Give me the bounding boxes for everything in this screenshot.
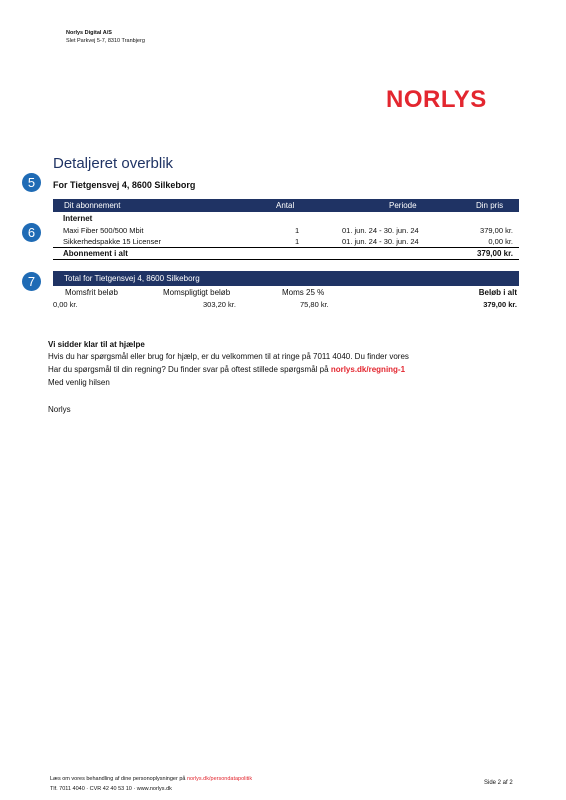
closing: Med venlig hilsen <box>48 378 110 387</box>
sender-address: Slet Parkvej 5-7, 8310 Tranbjerg <box>66 38 145 44</box>
row-qty: 1 <box>295 237 300 246</box>
col-total: Beløb i alt <box>478 288 517 297</box>
address-subtitle: For Tietgensvej 4, 8600 Silkeborg <box>53 180 196 190</box>
divider <box>53 247 519 248</box>
step-marker-6: 6 <box>22 223 41 242</box>
footer-contact: Tlf. 7011 4040 · CVR 42 40 53 10 · www.norlys.dk <box>50 786 172 792</box>
subscription-total-value: 379,00 kr. <box>476 249 513 258</box>
footer-privacy-text: Læs om vores behandling af dine personoplysninger på <box>50 776 186 782</box>
divider <box>53 259 519 260</box>
row-qty: 1 <box>295 226 300 235</box>
help-title: Vi sidder klar til at hjælpe <box>48 340 145 349</box>
col-header-subscription: Dit abonnement <box>64 201 121 210</box>
signature: Norlys <box>48 405 71 414</box>
value-vat: 75,80 kr. <box>300 300 329 309</box>
col-vat-taxable: Momspligtigt beløb <box>163 288 231 297</box>
total-table-header <box>53 271 519 286</box>
total-table-title: Total for Tietgensvej 4, 8600 Silkeborg <box>64 274 200 283</box>
value-vat-free: 0,00 kr. <box>53 300 78 309</box>
help-line-1: Hvis du har spørgsmål eller brug for hjælp, er du velkommen til at ringe på 7011 4040. Du finder vores <box>48 352 409 361</box>
norlys-logo: NORLYS <box>386 86 487 113</box>
step-marker-5: 5 <box>22 173 41 192</box>
row-name: Maxi Fiber 500/500 Mbit <box>63 226 144 235</box>
subscription-total-label: Abonnement i alt <box>63 249 128 258</box>
value-total: 379,00 kr. <box>483 300 517 309</box>
row-name: Sikkerhedspakke 15 Licenser <box>63 237 161 246</box>
help-line-2 <box>48 365 405 374</box>
row-period: 01. jun. 24 - 30. jun. 24 <box>342 226 419 235</box>
section-title: Detaljeret overblik <box>53 155 174 172</box>
col-header-qty: Antal <box>276 201 295 210</box>
help-line-2-text: Har du spørgsmål til din regning? Du finder svar på oftest stillede spørgsmål på <box>48 365 329 374</box>
footer-privacy <box>50 776 252 782</box>
faq-link[interactable]: norlys.dk/regning-1 <box>330 365 406 374</box>
privacy-policy-link[interactable]: norlys.dk/persondatapolitik <box>186 776 253 782</box>
value-vat-taxable: 303,20 kr. <box>203 300 236 309</box>
group-label-internet: Internet <box>63 214 93 223</box>
col-vat: Moms 25 % <box>282 288 325 297</box>
step-marker-7: 7 <box>22 272 41 291</box>
row-price: 379,00 kr. <box>480 226 513 235</box>
col-header-period: Periode <box>389 201 417 210</box>
col-vat-free: Momsfrit beløb <box>65 288 118 297</box>
sender-name: Norlys Digital A/S <box>66 30 112 36</box>
row-period: 01. jun. 24 - 30. jun. 24 <box>342 237 419 246</box>
row-price: 0,00 kr. <box>488 237 513 246</box>
col-header-price: Din pris <box>476 201 504 210</box>
page-number: Side 2 af 2 <box>484 780 513 786</box>
subscription-table-header <box>53 199 519 212</box>
